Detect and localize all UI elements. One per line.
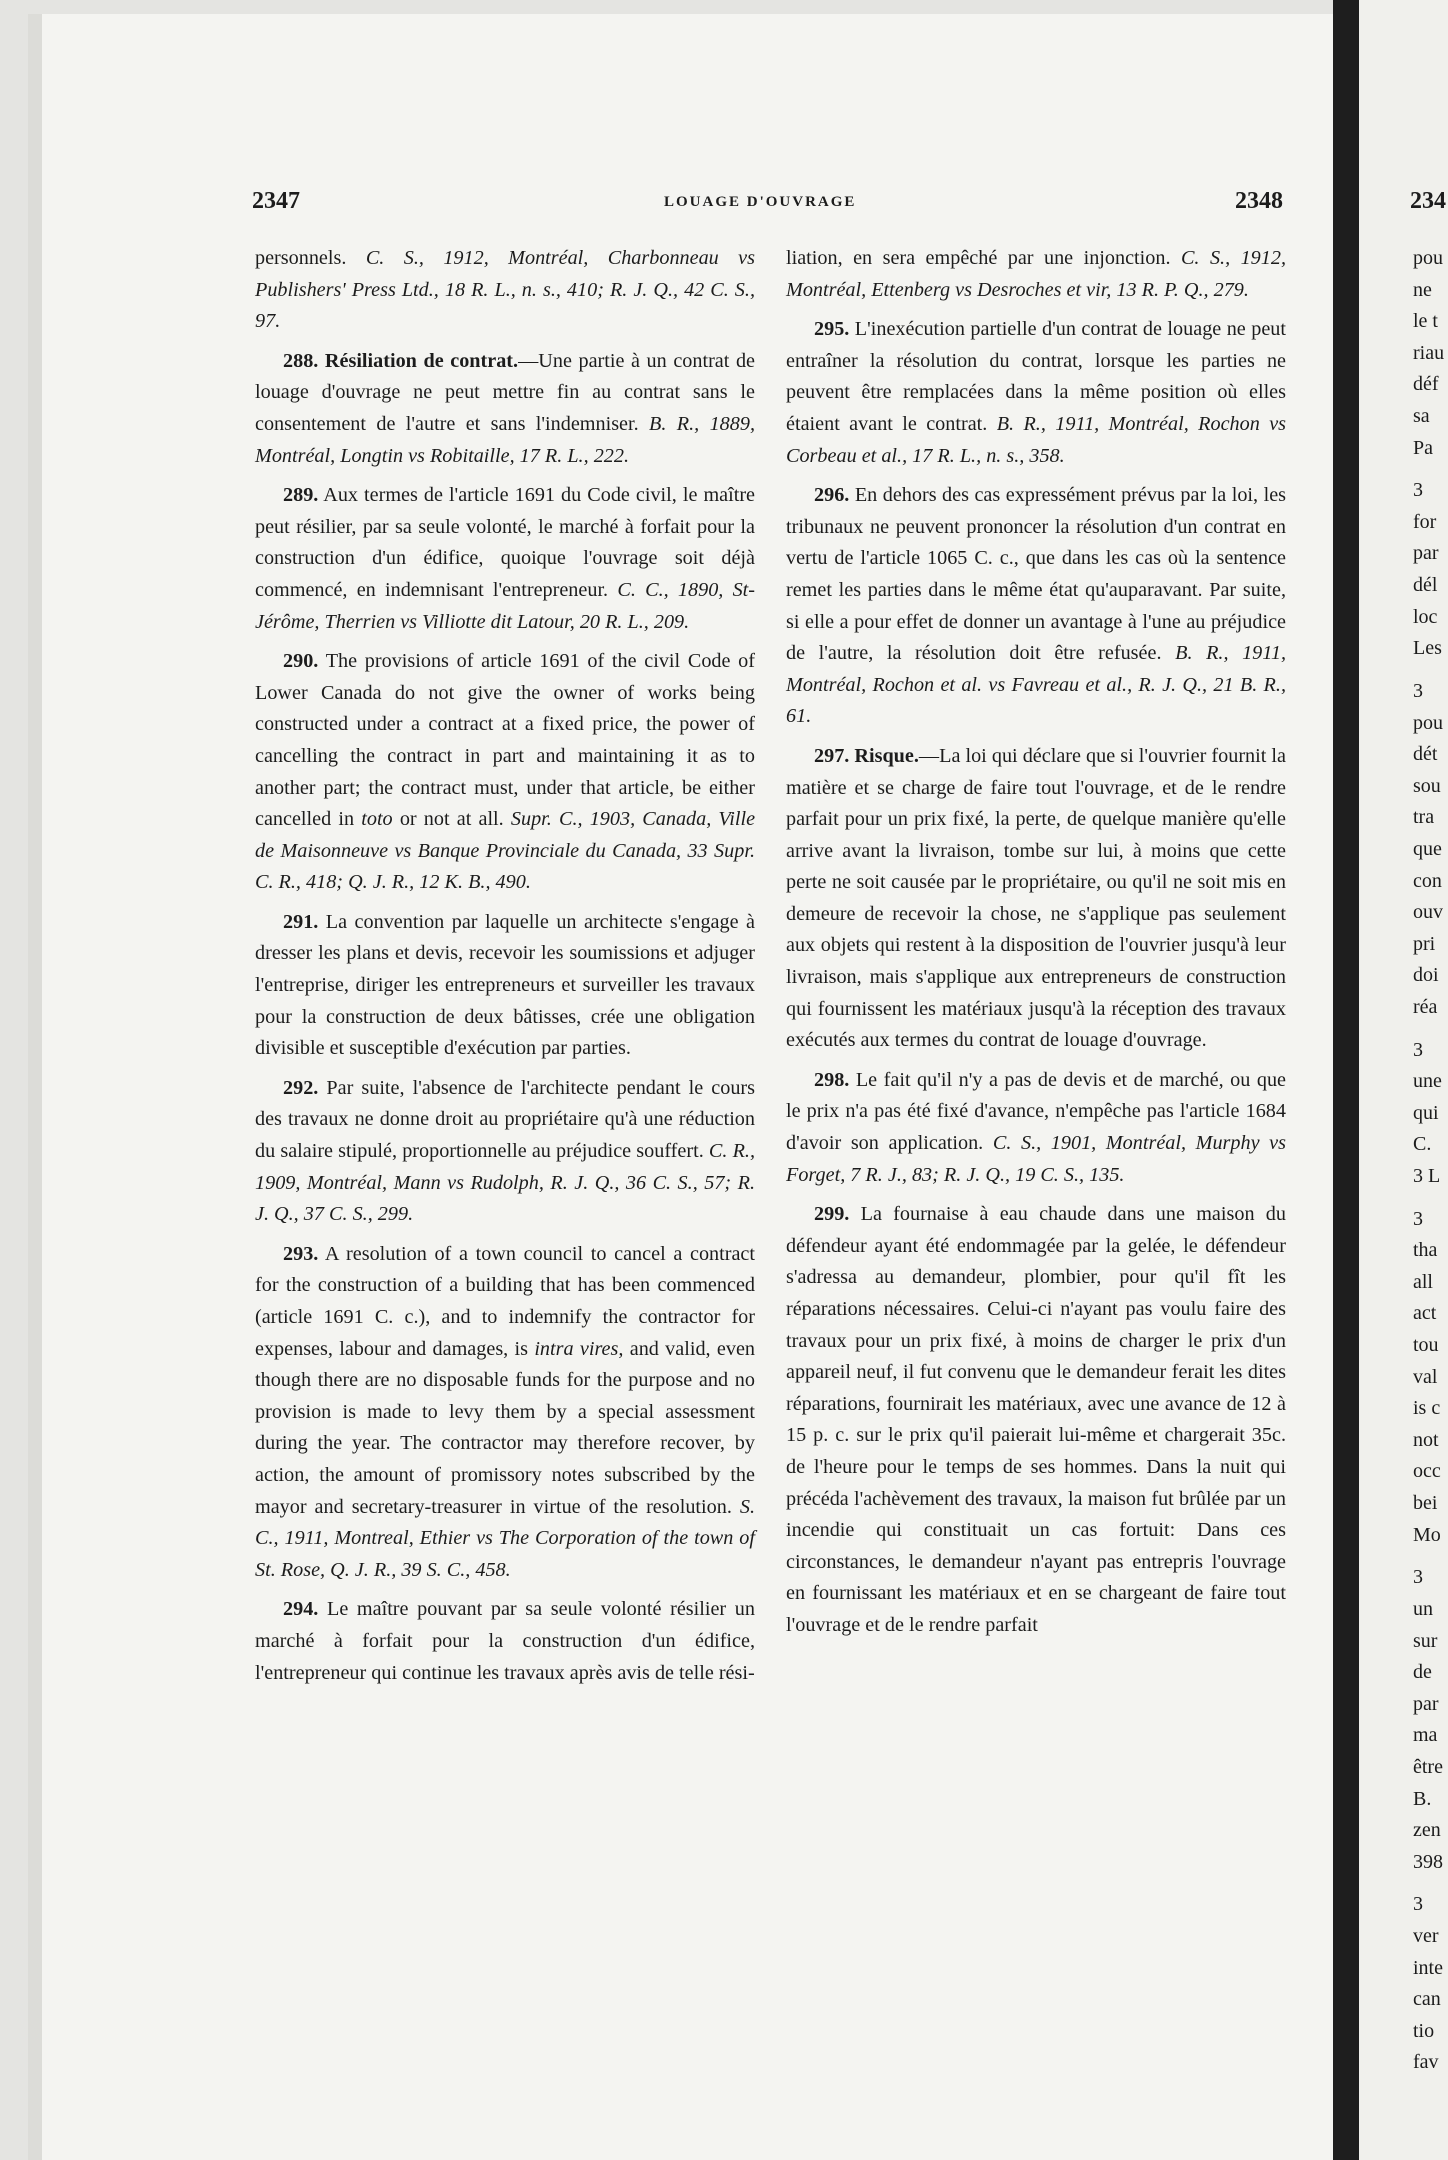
next-page-fragment: doi (1413, 964, 1439, 987)
section-number: 290. (283, 650, 319, 673)
next-page-fragment: pri (1413, 932, 1436, 955)
next-page-fragment: par (1413, 542, 1439, 565)
next-page-fragment: is c (1413, 1397, 1441, 1420)
next-page-fragment: C. (1413, 1133, 1432, 1156)
next-page-fragment: 3 L (1413, 1164, 1441, 1187)
next-page-fragment: réa (1413, 995, 1438, 1018)
next-page-fragment: inte (1413, 1956, 1443, 1979)
next-page-fragment: ouv (1413, 901, 1443, 924)
next-page-fragment: tio (1413, 2019, 1435, 2042)
next-page-fragment: être (1413, 1755, 1443, 1778)
next-page-fragment: 3 (1413, 1893, 1423, 1916)
paragraph-296: 296. En dehors des cas expressément prévus par la loi, les tribunaux ne peuvent prononcer la résolution d'un contrat en vertu de l'article 1065 C. c., que dans les cas où la sentence remet les parties dans le même état qu'auparavant. Par suite, si elle a pour effet de donner un avantage à l'une au préjudice de l'autre, la résolution doit être refusée. B. R., 1911, Montréal, Rochon et al. vs Favreau et al., R. J. Q., 21 B. R., 61. (786, 484, 1287, 728)
next-page-fragment: 3 (1413, 679, 1423, 702)
next-page-fragment: Les (1413, 637, 1442, 660)
paragraph-295: 295. L'inexécution partielle d'un contrat de louage ne peut entraîner la résolution du contrat, lorsque les parties ne peuvent être remplacées dans la même position où elles étaient avant le contrat. B. R., 1911, Montréal, Rochon vs Corbeau et al., 17 R. L., n. s., 358. (786, 318, 1287, 467)
section-number: 292. (283, 1076, 319, 1099)
page-edge-shadow (28, 14, 42, 2160)
next-page-fragment: 3 (1413, 479, 1423, 502)
section-number: 288. (283, 349, 319, 372)
next-page-fragment: not (1413, 1428, 1439, 1451)
next-page-fragment: riau (1413, 341, 1445, 364)
section-number: 296. (814, 484, 850, 507)
next-page-fragment: ver (1413, 1924, 1439, 1947)
next-page-fragment: tra (1413, 806, 1435, 829)
citation: C. S., 1912, Montréal, Ettenberg vs Desroches et vir, 13 R. P. Q., 279. (786, 247, 1287, 301)
left-column (255, 243, 755, 1697)
section-number: 297. (814, 744, 850, 767)
next-page-fragment: tou (1413, 1334, 1439, 1357)
section-number: 294. (283, 1598, 319, 1621)
paragraph-287-continued: personnels. C. S., 1912, Montréal, Charbonneau vs Publishers' Press Ltd., 18 R. L., n. s., 410; R. J. Q., 42 C. S., 97. (255, 247, 756, 333)
paragraph-289: 289. Aux termes de l'article 1691 du Code civil, le maître peut résilier, par sa seule volonté, le marché à forfait pour la construction d'un édifice, quoique l'ouvrage soit déjà commencé, en indemnisant l'entrepreneur. C. C., 1890, St-Jérôme, Therrien vs Villiotte dit Latour, 20 R. L., 209. (255, 484, 756, 633)
paragraph-290: 290. The provisions of article 1691 of the civil Code of Lower Canada do not give the owner of works being constructed under a contract at a fixed price, the power of cancelling the contract in part and maintaining it as to another part; the contract must, under that article, be either cancelled in toto or not at all. Supr. C., 1903, Canada, Ville de Maisonneuve vs Banque Provinciale du Canada, 33 Supr. C. R., 418; Q. J. R., 12 K. B., 490. (255, 650, 756, 894)
section-number: 299. (814, 1203, 850, 1226)
section-number: 293. (283, 1242, 319, 1265)
next-page-fragment: ne (1413, 278, 1432, 301)
next-page-fragment: zen (1413, 1819, 1441, 1842)
paragraph-298: 298. Le fait qu'il n'y a pas de devis et de marché, ou que le prix n'a pas été fixé d'avance, n'empêche pas l'article 1684 d'avoir son application. C. S., 1901, Montréal, Murphy vs Forget, 7 R. J., 83; R. J. Q., 19 C. S., 135. (786, 1068, 1287, 1186)
next-page-fragment: bei (1413, 1492, 1438, 1515)
section-number: 291. (283, 910, 319, 933)
paragraph-294-continued: liation, en sera empêché par une injonction. C. S., 1912, Montréal, Ettenberg vs Desroches et vir, 13 R. P. Q., 279. (786, 247, 1287, 301)
next-page-fragment: 3 (1413, 1207, 1423, 1230)
section-number: 295. (814, 318, 850, 341)
page-number-next: 234 (1410, 188, 1446, 214)
right-column (786, 243, 1286, 1650)
next-page-fragment: fav (1413, 2051, 1439, 2074)
next-page-fragment: par (1413, 1692, 1439, 1715)
next-page-fragment: 398 (1413, 1850, 1443, 1873)
citation: C. C., 1890, St-Jérôme, Therrien vs Villiotte dit Latour, 20 R. L., 209. (255, 578, 756, 633)
next-page-fragment: que (1413, 837, 1442, 860)
paragraph-294: 294. Le maître pouvant par sa seule volonté résilier un marché à forfait pour la construction d'un édifice, l'entrepreneur qui continue les travaux après avis de telle rési- (255, 1598, 755, 1684)
next-page-fragment: dét (1413, 743, 1438, 766)
next-page-fragment: le t (1413, 310, 1438, 333)
next-page-fragment: une (1413, 1070, 1442, 1093)
next-page-fragment: all (1413, 1270, 1433, 1293)
running-header (0, 180, 1448, 220)
paragraph-299: 299. La fournaise à eau chaude dans une maison du défendeur ayant été endommagée par la gelée, le défendeur s'adressa au demandeur, plombier, pour qu'il fît les réparations nécessaires. Celui-ci n'ayant pas voulu faire des travaux pour un prix fixé, à moins de charger le prix d'un appareil neuf, il fut convenu que le demandeur ferait les dites réparations, fournirait les matériaux, avec une avance de 12 à 15 p. c. sur le prix qu'il paierait lui-même et chargerait 35c. de l'heure pour le temps de ses hommes. Dans la nuit qui précéda l'achèvement des travaux, la maison fut brûlée par un incendie qui constituait un cas fortuit: Dans ces circonstances, le demandeur n'ayant pas entrepris l'ouvrage en fournissant les matériaux et en se chargeant de faire tout l'ouvrage et de le rendre parfait (786, 1203, 1286, 1636)
citation: B. R., 1911, Montréal, Rochon et al. vs Favreau et al., R. J. Q., 21 B. R., 61. (786, 642, 1287, 728)
next-page-fragment: ma (1413, 1724, 1438, 1747)
next-page-fragment: qui (1413, 1101, 1439, 1124)
next-page-fragment: tha (1413, 1239, 1438, 1262)
next-page-fragment: sur (1413, 1629, 1438, 1652)
next-page-fragment: pou (1413, 247, 1443, 269)
next-page-fragment: Mo (1413, 1523, 1441, 1546)
running-title: LOUAGE D'OUVRAGE (664, 194, 857, 210)
citation: C. S., 1912, Montréal, Charbonneau vs Publishers' Press Ltd., 18 R. L., n. s., 410; R. J. Q., 42 C. S., 97. (255, 247, 756, 333)
next-page-fragment: Pa (1413, 436, 1433, 459)
next-page-fragment: de (1413, 1661, 1432, 1684)
next-page-fragment: un (1413, 1597, 1433, 1620)
citation: Supr. C., 1903, Canada, Ville de Maisonneuve vs Banque Provinciale du Canada, 33 Supr. C. R., 418; Q. J. R., 12 K. B., 490. (255, 808, 756, 894)
next-page-fragment: loc (1413, 605, 1438, 628)
paragraph-292: 292. Par suite, l'absence de l'architecte pendant le cours des travaux ne donne droit au propriétaire qu'à une réduction du salaire stipulé, proportionnelle au préjudice souffert. C. R., 1909, Montréal, Mann vs Rudolph, R. J. Q., 36 C. S., 57; R. J. Q., 37 C. S., 299. (255, 1076, 755, 1226)
next-page-fragment: can (1413, 1988, 1441, 2011)
paragraph-297: 297. Risque.—La loi qui déclare que si l'ouvrier fournit la matière et se charge de faire tout l'ouvrage, et de le rendre parfait pour un prix fixé, la perte, de quelque manière qu'elle arrive avant la livraison, tombe sur lui, à moins que cette perte ne soit causée par le propriétaire, ou qu'il ne soit mis en demeure de recevoir la chose, ne s'applique pas seulement aux objets qui restent à la disposition de l'ouvrier jusqu'à leur livraison, mais s'applique aux entrepreneurs de construction qui fournissent les matériaux jusqu'à la réception des travaux exécutés aux termes du contrat de louage d'ouvrage. (786, 744, 1286, 1052)
section-number: 298. (814, 1068, 850, 1091)
citation: B. R., 1911, Montréal, Rochon vs Corbeau et al., 17 R. L., n. s., 358. (786, 412, 1287, 467)
citation: S. C., 1911, Montreal, Ethier vs The Corporation of the town of St. Rose, Q. J. R., 39 S. C., 458. (255, 1495, 756, 1581)
citation: C. R., 1909, Montréal, Mann vs Rudolph, R. J. Q., 36 C. S., 57; R. J. Q., 37 C. S., 299. (255, 1140, 755, 1226)
paragraph-293: 293. A resolution of a town council to cancel a contract for the construction of a building that has been commenced (article 1691 C. c.), and to indemnify the contractor for expenses, labour and damages, is intra vires, and valid, even though there are no disposable funds for the purpose and no provision is made to levy them by a special assessment during the year. The contractor may therefore recover, by action, the amount of promissory notes subscribed by the mayor and secretary-treasurer in virtue of the resolution. S. C., 1911, Montreal, Ethier vs The Corporation of the town of St. Rose, Q. J. R., 39 S. C., 458. (255, 1242, 756, 1581)
next-page-fragment: déf (1413, 373, 1439, 396)
next-page-fragment: sou (1413, 774, 1441, 797)
section-heading: Résiliation de contrat. (324, 349, 519, 372)
next-page-fragment: occ (1413, 1460, 1441, 1483)
next-page-fragment: sa (1413, 405, 1430, 427)
next-page-fragment: B. (1413, 1787, 1432, 1810)
paragraph-291: 291. La convention par laquelle un architecte s'engage à dresser les plans et devis, recevoir les soumissions et adjuger l'entreprise, diriger les entrepreneurs et surveiller les travaux pour la construction de deux bâtisses, crée une obligation divisible et susceptible d'exécution par parties. (255, 910, 755, 1060)
citation: B. R., 1889, Montréal, Longtin vs Robitaille, 17 R. L., 222. (255, 412, 755, 467)
paragraph-288: 288. Résiliation de contrat.—Une partie à un contrat de louage d'ouvrage ne peut mettre fin au contrat sans le consentement de l'autre et sans l'indemniser. B. R., 1889, Montréal, Longtin vs Robitaille, 17 R. L., 222. (255, 349, 756, 467)
next-page-fragment: 3 (1413, 1566, 1423, 1589)
next-page-fragment: for (1413, 510, 1437, 533)
next-page-fragment: pou (1413, 711, 1443, 734)
section-number: 289. (283, 484, 319, 507)
next-page-fragment: val (1413, 1365, 1438, 1388)
page-number-right: 2348 (1235, 188, 1283, 214)
citation: C. S., 1901, Montréal, Murphy vs Forget, 7 R. J., 83; R. J. Q., 19 C. S., 135. (786, 1132, 1286, 1186)
next-page-fragment: 3 (1413, 1038, 1423, 1061)
section-heading: Risque. (854, 744, 919, 767)
next-page-fragment: con (1413, 869, 1442, 892)
next-page-fragment: dél (1413, 574, 1438, 597)
next-page-fragment: act (1413, 1302, 1437, 1325)
page-number-left: 2347 (252, 188, 300, 214)
book-gutter (1333, 0, 1359, 2160)
